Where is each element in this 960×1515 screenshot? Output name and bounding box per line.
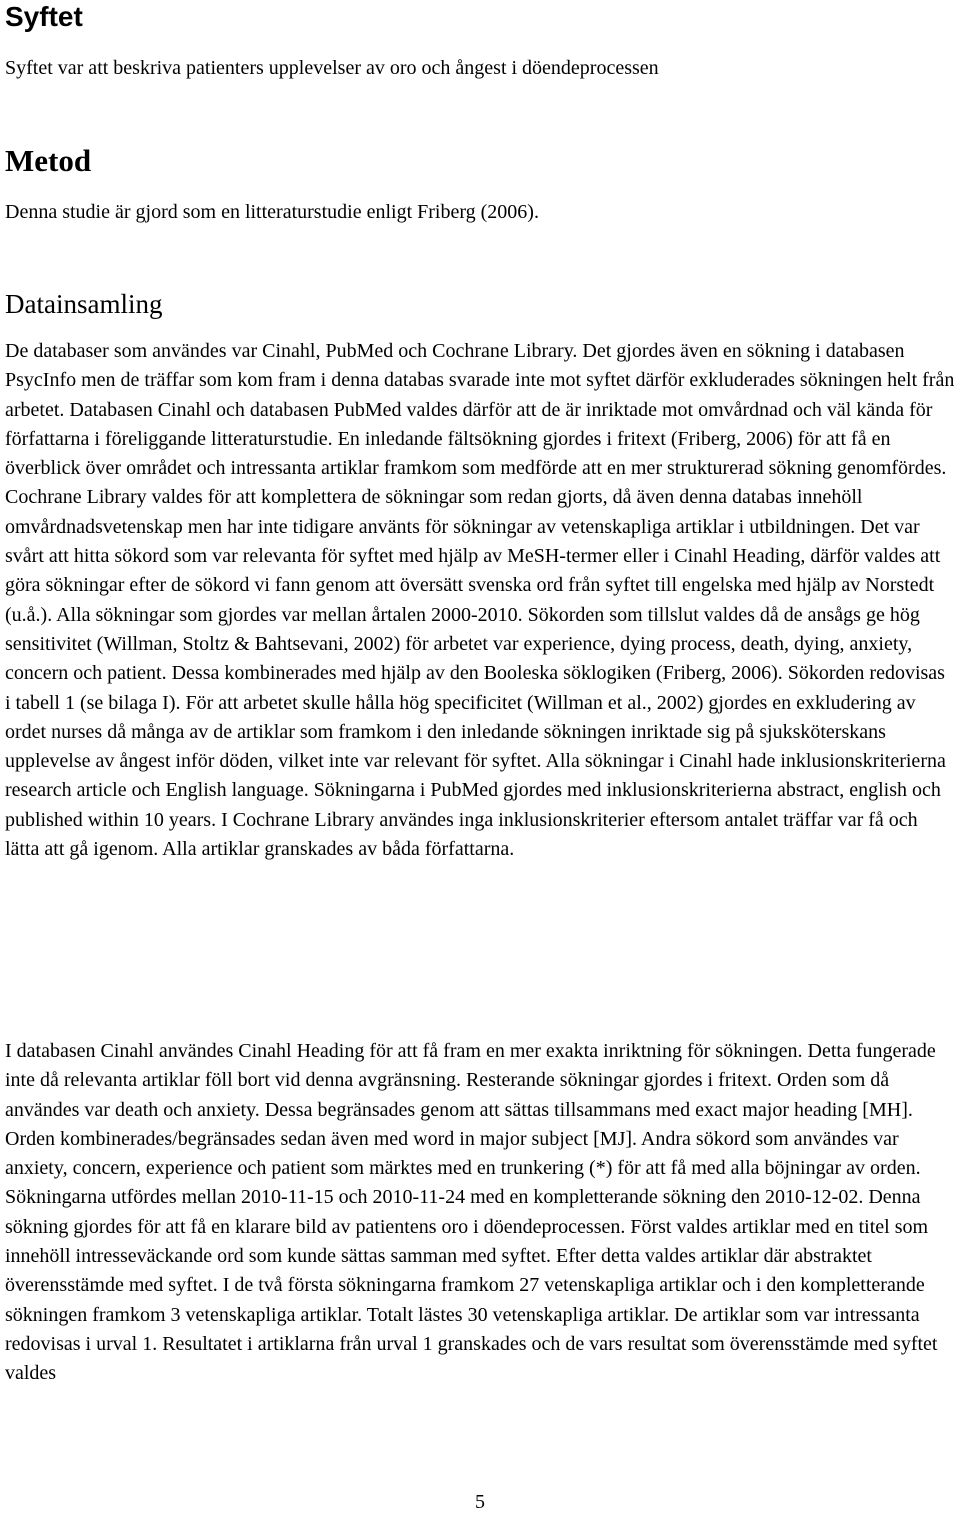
paragraph-datainsamling-2: I databasen Cinahl användes Cinahl Heading för att få fram en mer exakta inriktning för sökningen. Detta fungerade inte då relevanta artiklar föll bort vid denna avgränsning. Resterande sökningar gjordes i fritext. Orden som då användes var death och anxiety. Dessa begränsades genom att sättas tillsammans med exact major heading [MH]. Orden kombinerades/begränsades sedan även med word in major subject [MJ]. Andra sökord som användes var anxiety, concern, experience och patient som märktes med en trunkering (*) för att få med alla böjningar av orden. Sökningarna utfördes mellan 2010-11-15 och 2010-11-24 med en kompletterande sökning den 2010-12-02. Denna sökning gjordes för att få en klarare bild av patientens oro i döendeprocessen. Först valdes artiklar med en titel som innehöll intresseväckande ord som kunde sättas samman med syftet. Efter detta valdes artiklar där abstraktet överensstämde med syftet. I de två första sökningarna framkom 27 vetenskapliga artiklar och i den kompletterande sökningen framkom 3 vetenskapliga artiklar. Totalt lästes 30 vetenskapliga artiklar. De artiklar som var intressanta redovisas i urval 1. Resultatet i artiklarna från urval 1 granskades och de vars resultat som överensstämde med syftet valdes xyxy=(5,1040,938,1385)
paragraph-metod: Denna studie är gjord som en litteraturstudie enligt Friberg (2006). xyxy=(5,201,539,223)
paragraph-datainsamling-1: De databaser som användes var Cinahl, PubMed och Cochrane Library. Det gjordes även en sökning i databasen PsycInfo men de träffar som kom fram i denna databas svarade inte mot syftet därför exkluderades sökningen helt från arbetet. Databasen Cinahl och databasen PubMed valdes därför att de är inriktade mot omvårdnad och väl kända för författarna i föreliggande litteraturstudie. En inledande fältsökning gjordes i fritext (Friberg, 2006) för att få en överblick över området och intressanta artiklar framkom som medförde att en mer strukturerad sökning genomfördes. Cochrane Library valdes för att komplettera de sökningar som redan gjorts, då även denna databas innehöll omvårdnadsvetenskap men har inte tidigare använts för sökningar av vetenskapliga artiklar i utbildningen. Det var svårt att hitta sökord som var relevanta för syftet med hjälp av MeSH-termer eller i Cinahl Heading, därför valdes att göra sökningar efter de sökord vi fann genom att översätt svenska ord från syftet till engelska med hjälp av Norstedt (u.å.). Alla sökningar som gjordes var mellan årtalen 2000-2010. Sökorden som tillslut valdes då de ansågs ge hög sensitivitet (Willman, Stoltz & Bahtsevani, 2002) för arbetet var experience, dying process, death, dying, anxiety, concern och patient. Dessa kombinerades med hjälp av den Booleska söklogiken (Friberg, 2006). Sökorden redovisas i tabell 1 (se bilaga I). För att arbetet skulle hålla hög specificitet (Willman et al., 2002) gjordes en exkludering av ordet nurses då många av de artiklar som framkom i den inledande sökningen inriktade sig på sjuksköterskans upplevelse av ångest inför döden, vilket inte var relevant för syftet. Alla sökningar i Cinahl hade inklusionskriterierna research article och English language. Sökningarna i PubMed gjordes med inklusionskriterierna abstract, english och published within 10 years. I Cochrane Library användes inga inklusionskriterier eftersom antalet träffar var få och lätta att gå igenom. Alla artiklar granskades av båda författarna. xyxy=(5,340,955,861)
heading-metod: Metod xyxy=(5,143,92,178)
page-number: 5 xyxy=(475,1491,485,1513)
heading-datainsamling: Datainsamling xyxy=(5,289,163,319)
heading-syftet: Syftet xyxy=(5,1,83,32)
paragraph-syftet: Syftet var att beskriva patienters upplevelser av oro och ångest i döendeprocessen xyxy=(5,57,659,79)
